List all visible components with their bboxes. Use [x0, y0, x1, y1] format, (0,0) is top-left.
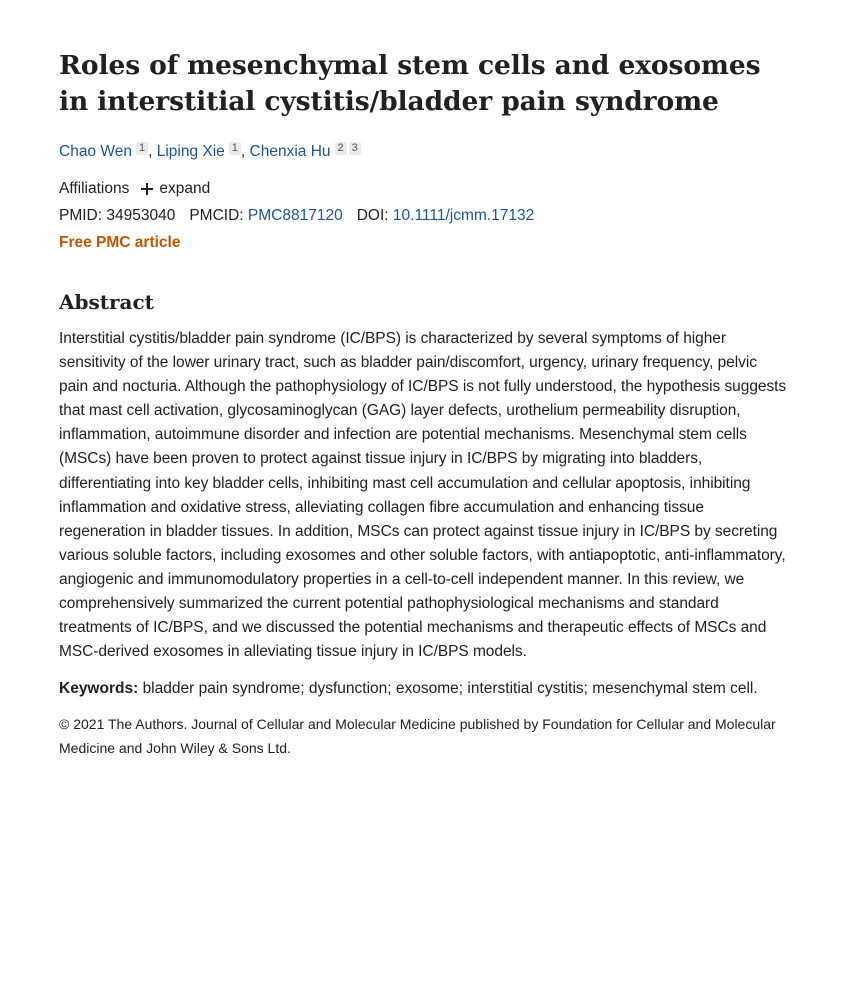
keywords-list: bladder pain syndrome; dysfunction; exosome; interstitial cystitis; mesenchymal stem cell. — [142, 680, 758, 698]
affiliations-label: Affiliations — [59, 180, 130, 197]
pmid-group — [59, 207, 175, 224]
abstract-text: Interstitial cystitis/bladder pain syndrome (IC/BPS) is characterized by several symptoms of higher sensitivity of the lower urinary tract, such as bladder pain/discomfort, urgency, urinary frequency, pelvic pain and nocturia. Although the pathophysiology of IC/BPS is not fully understood, the hypothesis suggests that mast cell activation, glycosaminoglycan (GAG) layer defects, urothelium permeability disruption, inflammation, autoimmune disorder and infection are potential mechanisms. Mesenchymal stem cells (MSCs) have been proven to protect against tissue injury in IC/BPS by migrating into bladders, differentiating into key bladder cells, inhibiting mast cell accumulation and cellular apoptosis, inhibiting inflammation and oxidative stress, alleviating collagen fibre accumulation and enhancing tissue regeneration in bladder tissues. In addition, MSCs can protect against tissue injury in IC/BPS by secreting various soluble factors, including exosomes and other soluble factors, with antiapoptotic, anti-inflammatory, angiogenic and immunomodulatory properties in a cell-to-cell independent manner. In this review, we comprehensively summarized the current potential pathophysiological mechanisms and standard treatments of IC/BPS, and we discussed the potential mechanisms and therapeutic effects of MSCs and MSC-derived exosomes in alleviating tissue injury in IC/BPS models. — [59, 330, 787, 661]
article-title: Roles of mesenchymal stem cells and exosomes in interstitial cystitis/bladder pain syndrome — [59, 50, 761, 117]
keywords-label: Keywords: — [59, 680, 139, 698]
author-separator: , — [240, 143, 250, 160]
identifiers-row — [59, 206, 790, 226]
doi-group — [357, 207, 535, 224]
affiliations-row — [59, 179, 790, 199]
author-separator: , — [148, 143, 157, 160]
pmcid-label: PMCID: — [189, 207, 244, 224]
affiliation-number[interactable]: 1 — [136, 142, 148, 155]
author-link[interactable]: Chenxia Hu — [249, 143, 331, 160]
abstract-heading: Abstract — [59, 290, 154, 314]
plus-icon — [141, 183, 153, 195]
author-link[interactable]: Liping Xie — [156, 143, 225, 160]
pmid-label: PMID: — [59, 207, 103, 224]
affiliation-number[interactable]: 2 — [335, 142, 347, 155]
pmcid-link[interactable]: PMC8817120 — [247, 207, 343, 224]
pmid-value: 34953040 — [106, 207, 176, 224]
keywords-line — [59, 677, 790, 701]
affiliations-expand-button[interactable] — [141, 179, 210, 199]
author-link[interactable]: Chao Wen — [59, 143, 132, 160]
expand-label: expand — [159, 180, 211, 197]
pmcid-group — [189, 207, 342, 224]
copyright-notice: © 2021 The Authors. Journal of Cellular and Molecular Medicine published by Foundation for Cellular and Molecular Medicine and John Wiley & Sons Ltd. — [59, 716, 776, 757]
affiliation-number[interactable]: 3 — [349, 142, 361, 155]
free-pmc-article-link[interactable]: Free PMC article — [59, 234, 181, 251]
doi-link[interactable]: 10.1111/jcmm.17132 — [392, 207, 535, 224]
affiliation-number[interactable]: 1 — [229, 142, 241, 155]
author-list — [59, 142, 790, 162]
doi-label: DOI: — [356, 207, 389, 224]
